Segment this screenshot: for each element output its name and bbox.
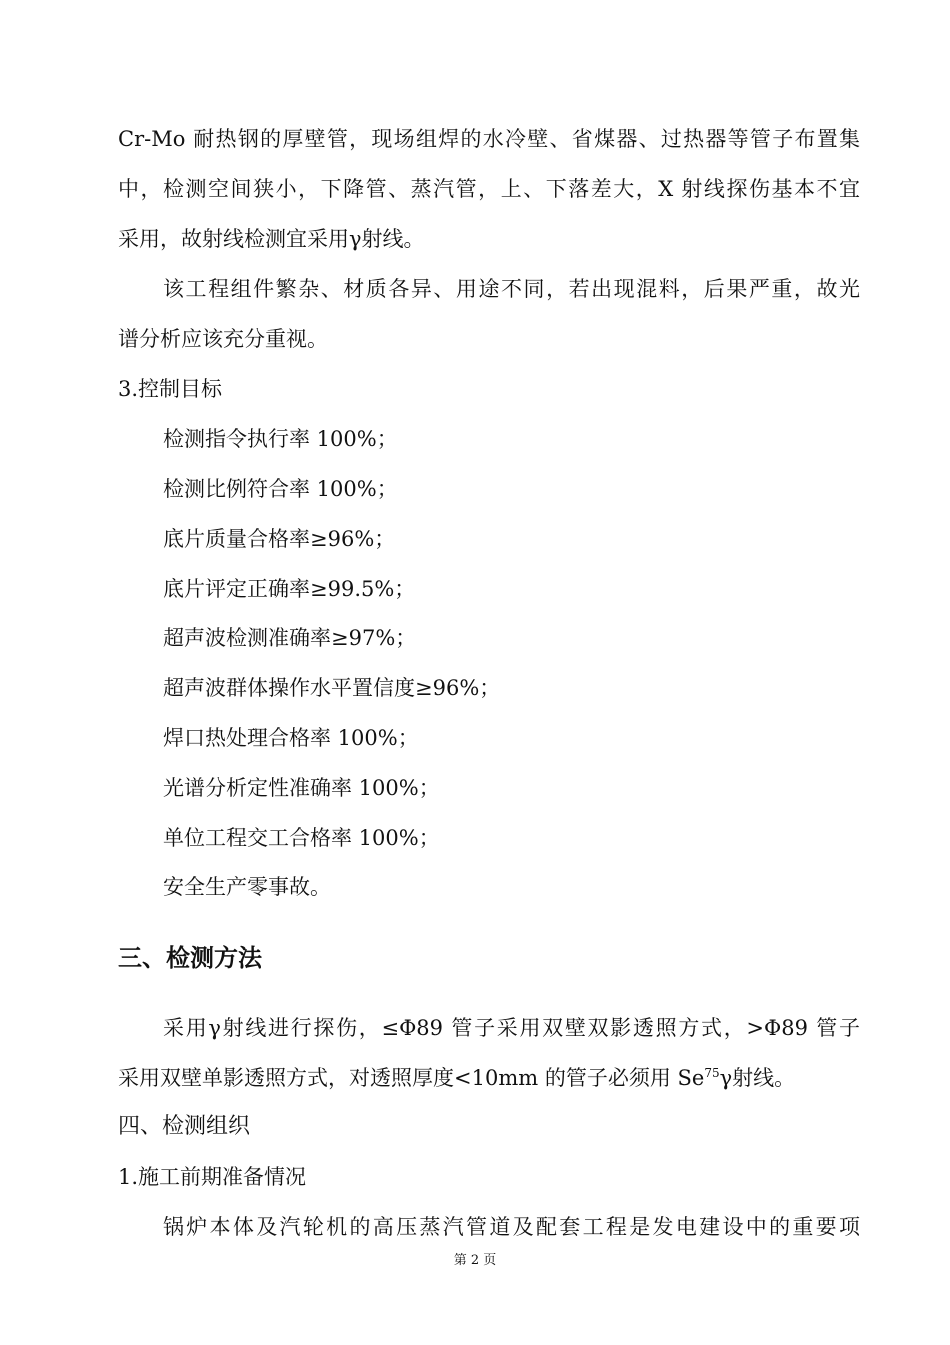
list-item: 底片质量合格率≥96%； xyxy=(163,527,396,551)
list-item: 底片评定正确率≥99.5%； xyxy=(163,577,416,601)
paragraph-line: 采用γ射线进行探伤，≤Φ89 管子采用双壁双影透照方式，>Φ89 管子 xyxy=(163,1016,860,1040)
list-item: 单位工程交工合格率 100%； xyxy=(163,826,440,850)
list-item: 焊口热处理合格率 100%； xyxy=(163,726,419,750)
paragraph-line: 采用，故射线检测宜采用γ射线。 xyxy=(118,227,425,251)
paragraph-line xyxy=(118,1063,795,1093)
chapter-title: 四、检测组织 xyxy=(118,1114,251,1139)
paragraph-line: 中，检测空间狭小，下降管、蒸汽管，上、下落差大，X 射线探伤基本不宜 xyxy=(118,177,860,201)
section-heading: 1.施工前期准备情况 xyxy=(118,1165,307,1189)
list-item: 超声波检测准确率≥97%； xyxy=(163,626,417,650)
list-item: 光谱分析定性准确率 100%； xyxy=(163,776,440,800)
list-item: 安全生产零事故。 xyxy=(163,875,331,899)
list-item: 检测指令执行率 100%； xyxy=(163,427,398,451)
page-number: 第 2 页 xyxy=(453,1253,497,1268)
section-heading: 3.控制目标 xyxy=(118,377,223,401)
paragraph-line: Cr-Mo 耐热钢的厚壁管，现场组焊的水冷壁、省煤器、过热器等管子布置集 xyxy=(118,127,860,151)
text-segment: γ射线。 xyxy=(719,1066,796,1090)
list-item: 检测比例符合率 100%； xyxy=(163,477,398,501)
paragraph-line: 谱分析应该充分重视。 xyxy=(118,327,328,351)
text-segment: 采用双壁单影透照方式，对透照厚度<10mm 的管子必须用 Se xyxy=(118,1066,705,1090)
chapter-title: 三、检测方法 xyxy=(118,944,262,972)
paragraph-line: 锅炉本体及汽轮机的高压蒸汽管道及配套工程是发电建设中的重要项 xyxy=(163,1215,860,1239)
superscript: 75 xyxy=(704,1066,720,1080)
paragraph-line: 该工程组件繁杂、材质各异、用途不同，若出现混料，后果严重，故光 xyxy=(163,277,860,301)
list-item: 超声波群体操作水平置信度≥96%； xyxy=(163,676,501,700)
